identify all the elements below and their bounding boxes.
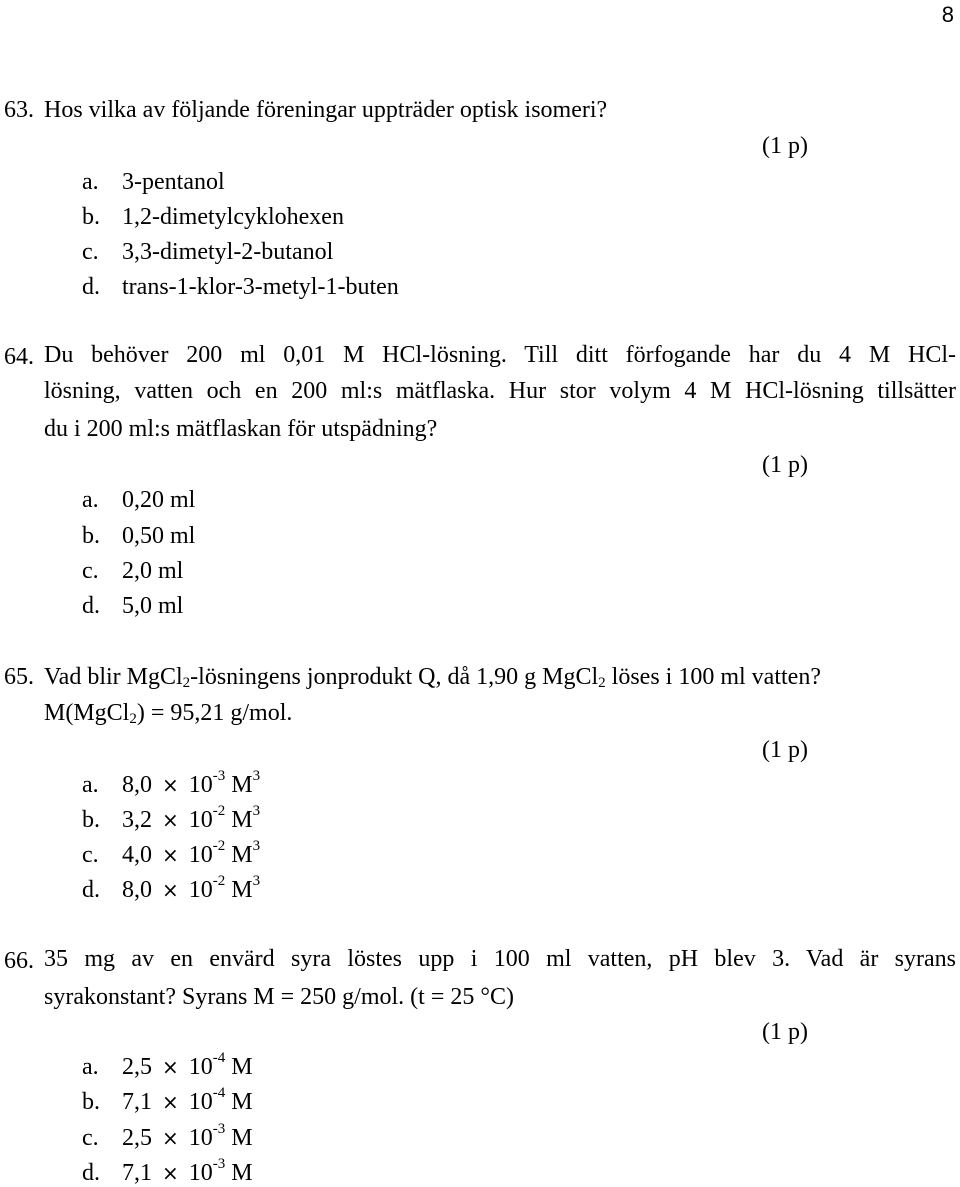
option-label: b. (82, 204, 100, 230)
question-65-line-2 (44, 701, 292, 725)
option-label: b. (82, 1089, 100, 1115)
times-icon: × (162, 1161, 179, 1185)
question-text-line-1: Du behöver 200 ml 0,01 M HCl-lösning. Till ditt förfogande har du 4 M HCl- (44, 342, 956, 368)
option-value: $2,5 \times 10^{-4}$ M (122, 1050, 253, 1080)
option-label: a. (82, 1054, 99, 1080)
option-text: 3-pentanol (122, 169, 225, 195)
question-text (44, 665, 821, 689)
times-icon: × (162, 1055, 179, 1079)
subscript: 2 (129, 711, 137, 727)
option-text: 2,0 ml (122, 558, 184, 584)
option-label: c. (82, 1125, 99, 1151)
option-label: b. (82, 523, 100, 549)
subscript: 2 (598, 675, 606, 691)
times-icon: × (162, 1090, 179, 1114)
subscript: 2 (182, 675, 191, 691)
times-icon: × (162, 843, 179, 867)
question-number: 64. (4, 344, 34, 370)
option-label: c. (82, 239, 99, 265)
question-number: 65. (4, 664, 34, 690)
question-text-line-3: du i 200 ml:s mätflaskan för utspädning? (44, 416, 438, 442)
option-label: a. (82, 487, 99, 513)
question-number: 66. (4, 948, 34, 974)
option-value: $2,5 \times 10^{-3}$ M (122, 1121, 253, 1151)
page-number: 8 (941, 2, 954, 27)
option-value: $3,2 \times 10^{-2}$ $M^3$ (122, 803, 261, 833)
option-value: $8,0 \times 10^{-3}$ $M^3$ (122, 768, 261, 798)
option-text: 5,0 ml (122, 593, 184, 619)
points-label: (1 p) (762, 1019, 808, 1045)
text-part: ) = 95,21 g/mol. (136, 700, 293, 726)
option-label: a. (82, 772, 99, 798)
option-label: a. (82, 169, 99, 195)
points-label: (1 p) (762, 452, 808, 478)
option-text: 0,20 ml (122, 487, 196, 513)
option-value: $7,1 \times 10^{-4}$ M (122, 1085, 253, 1115)
option-text: 3,3-dimetyl-2-butanol (122, 239, 334, 265)
option-label: b. (82, 807, 100, 833)
option-label: c. (82, 558, 99, 584)
question-text-line-2: syrakonstant? Syrans M = 250 g/mol. (t = 25 °C) (44, 984, 514, 1010)
text-part: löses i 100 ml vatten? (605, 664, 821, 690)
option-label: d. (82, 877, 100, 903)
option-value: $8,0 \times 10^{-2}$ $M^3$ (122, 873, 261, 903)
option-label: d. (82, 593, 100, 619)
points-label: (1 p) (762, 737, 808, 763)
option-label: d. (82, 274, 100, 300)
question-text-line-1: 35 mg av en envärd syra löstes upp i 100 ml vatten, pH blev 3. Vad är syrans (44, 946, 956, 972)
times-icon: × (162, 1126, 179, 1150)
times-icon: × (162, 773, 179, 797)
text-part: -lösningens jonprodukt Q, då 1,90 g MgCl (190, 664, 599, 690)
option-value: $7,1 \times 10^{-3}$ M (122, 1156, 253, 1186)
question-text-line-2: lösning, vatten och en 200 ml:s mätflaska. Hur stor volym 4 M HCl-lösning tillsätter (44, 378, 956, 404)
text-part: M(MgCl (44, 700, 130, 726)
question-number: 63. (4, 97, 34, 123)
times-icon: × (162, 808, 179, 832)
option-label: d. (82, 1160, 100, 1186)
option-text: 0,50 ml (122, 523, 196, 549)
option-text: 1,2-dimetylcyklohexen (122, 204, 344, 230)
points-label: (1 p) (762, 133, 808, 159)
times-icon: × (162, 878, 179, 902)
option-text: trans-1-klor-3-metyl-1-buten (122, 274, 399, 300)
option-value: $4,0 \times 10^{-2}$ $M^3$ (122, 838, 261, 868)
question-text: Hos vilka av följande föreningar uppträder optisk isomeri? (44, 97, 608, 123)
text-part: Vad blir MgCl (44, 664, 183, 690)
option-label: c. (82, 842, 99, 868)
